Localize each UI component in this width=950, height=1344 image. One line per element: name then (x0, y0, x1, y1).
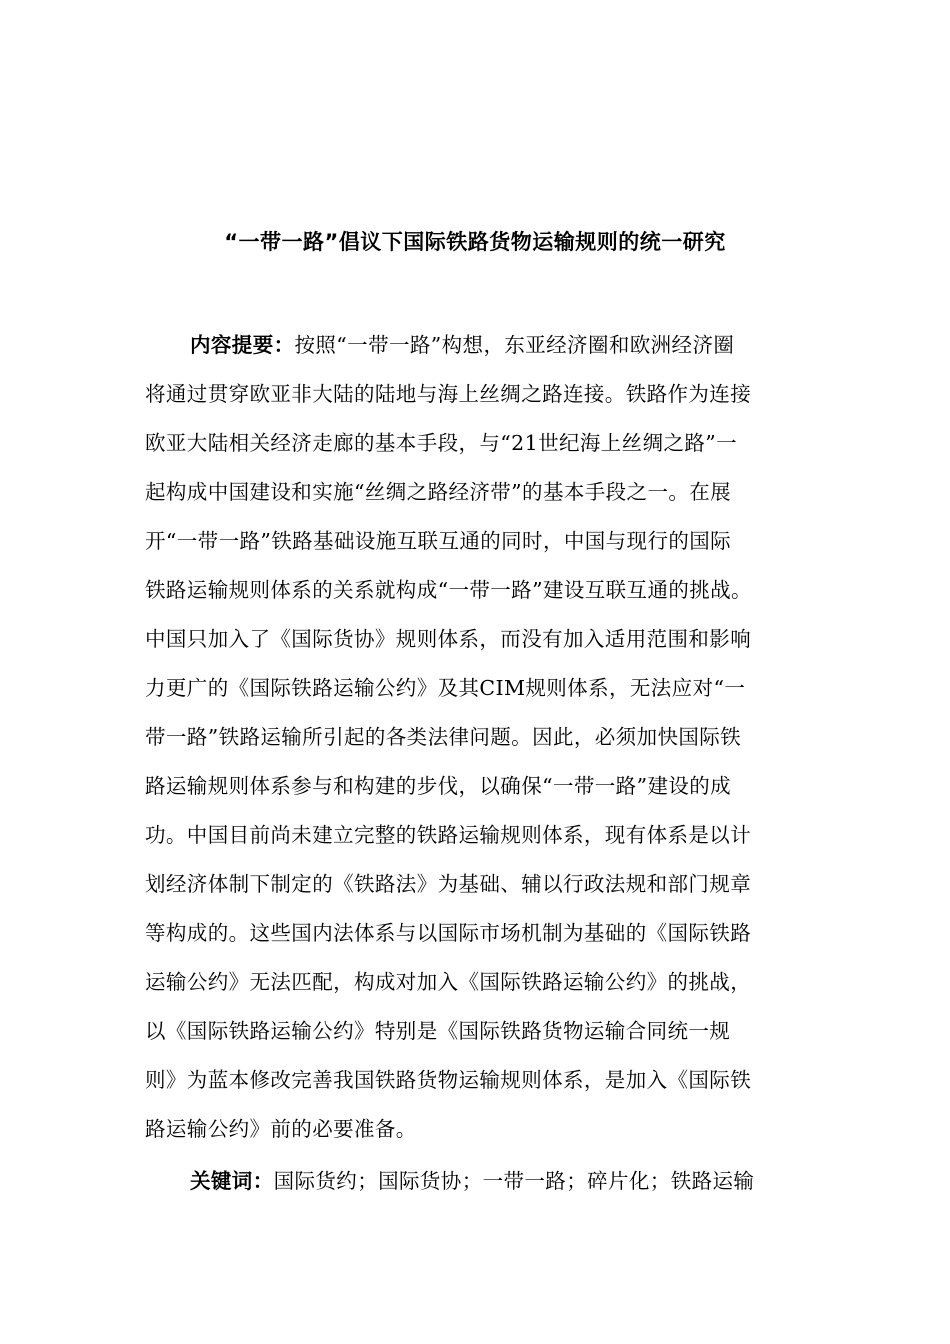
abstract-line: 路运输规则体系参与和构建的步伐，以确保“一带一路”建设的成 (145, 774, 732, 798)
abstract-line: 铁路运输规则体系的关系就构成“一带一路”建设互联互通的挑战。 (145, 578, 752, 602)
abstract-line: 划经济体制下制定的《铁路法》为基础、辅以行政法规和部门规章 (145, 872, 752, 896)
abstract-text: 按照“一带一路”构想，东亚经济圈和欧洲经济圈 (294, 333, 735, 357)
abstract-line: 力更广的《国际铁路运输公约》及其CIM规则体系，无法应对“一 (145, 676, 746, 700)
abstract-line: 运输公约》无法匹配，构成对加入《国际铁路运输公约》的挑战， (145, 970, 752, 994)
abstract-line: 等构成的。这些国内法体系与以国际市场机制为基础的《国际铁路 (145, 921, 752, 945)
abstract-line: 则》为蓝本修改完善我国铁路货物运输规则体系，是加入《国际铁 (145, 1068, 752, 1092)
abstract-section (145, 321, 813, 1206)
keywords-line (145, 1157, 813, 1206)
abstract-line: 功。中国目前尚未建立完整的铁路运输规则体系，现有体系是以计 (145, 823, 752, 847)
abstract-line: 欧亚大陆相关经济走廊的基本手段，与“21世纪海上丝绸之路”一 (145, 431, 738, 455)
abstract-line: 带一路”铁路运输所引起的各类法律问题。因此，必须加快国际铁 (145, 725, 742, 749)
abstract-line: 起构成中国建设和实施“丝绸之路经济带”的基本手段之一。在展 (145, 480, 732, 504)
abstract-line (145, 321, 813, 370)
abstract-label: 内容提要： (190, 333, 295, 357)
abstract-line: 将通过贯穿欧亚非大陆的陆地与海上丝绸之路连接。铁路作为连接 (145, 382, 752, 406)
abstract-line: 中国只加入了《国际货协》规则体系，而没有加入适用范围和影响 (145, 627, 752, 651)
keywords-text: 国际货约；国际货协；一带一路；碎片化；铁路运输 (273, 1169, 755, 1193)
keywords-label: 关键词： (190, 1169, 274, 1193)
abstract-line: 路运输公约》前的必要准备。 (145, 1117, 417, 1141)
abstract-line: 开“一带一路”铁路基础设施互联互通的同时，中国与现行的国际 (145, 529, 732, 553)
abstract-line: 以《国际铁路运输公约》特别是《国际铁路货物运输合同统一规 (145, 1019, 731, 1043)
document-title: “一带一路”倡议下国际铁路货物运输规则的统一研究 (224, 230, 726, 254)
